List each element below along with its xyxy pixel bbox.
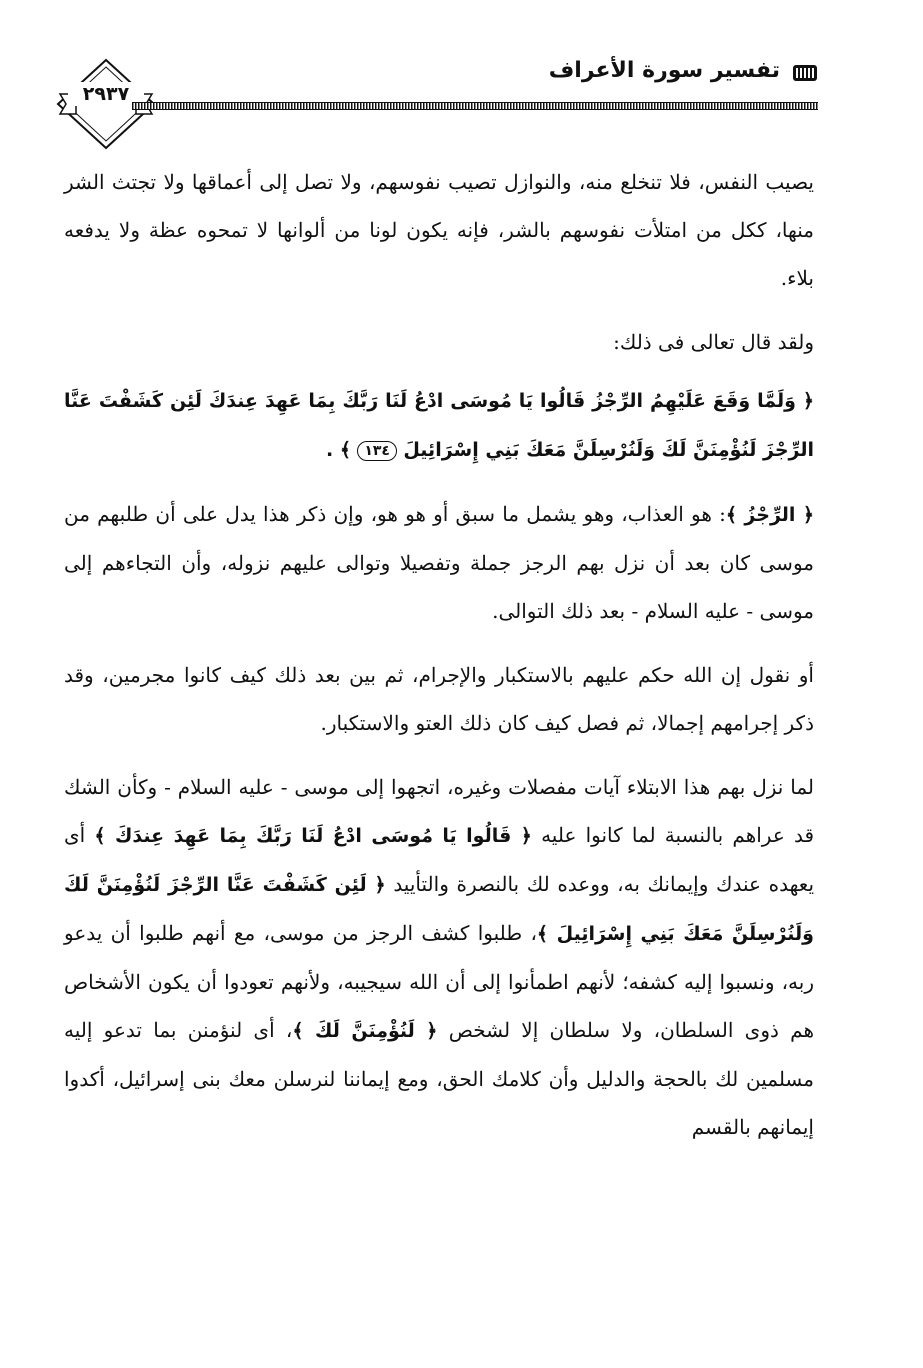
paragraph-musa-text-2: أى يعهده عندك وإيمانك به، ووعده لك بالنصرة والتأييد — [64, 823, 815, 896]
book-ornament-icon — [792, 62, 818, 84]
page-number: ٢٩٣٧ — [68, 82, 144, 106]
term-rijz: ﴿ الرِّجْزُ ﴾ — [725, 504, 814, 526]
verse-close: ﴾ . — [326, 439, 351, 461]
paragraph-istikbar: أو نقول إن الله حكم عليهم بالاستكبار والإجرام، ثم بين بعد ذلك كيف كانوا مجرمين، وقد ذكر إجرامهم إجمالا، ثم فصل كيف كان ذلك العتو والاستكبار. — [64, 663, 814, 735]
paragraph-rijz-text: : هو العذاب، وهو يشمل ما سبق أو هو هو، وإن ذكر هذا يدل على أن طلبهم من موسى كان بعد أن نزل بهم الرجز جملة وتفصيلا وتوالى عليهم نزوله، وأن التجاءهم إلى موسى - عليه السلام - بعد ذلك التوالى. — [64, 502, 814, 623]
page-header — [40, 40, 840, 150]
header-rule — [132, 102, 818, 110]
page-body — [64, 158, 814, 1167]
paragraph-musa — [64, 763, 814, 1151]
paragraph-intro: يصيب النفس، فلا تنخلع منه، والنوازل تصيب نفوسهم، ولا تصل إلى أعماقها ولا تجتث الشر منها، ككل من امتلأت نفوسهم بالشر، فإنه يكون لونا من ألوانها لا تمحوه عظة ولا يدفعه بلاء. — [64, 170, 814, 290]
verse-quote-1: ﴿ قَالُوا يَا مُوسَى ادْعُ لَنَا رَبَّكَ بِمَا عَهِدَ عِندَكَ ﴾ — [94, 825, 532, 847]
paragraph-verse-intro: ولقد قال تعالى فى ذلك: — [613, 330, 814, 354]
quran-verse: ﴿ وَلَمَّا وَقَعَ عَلَيْهِمُ الرِّجْزُ قَالُوا يَا مُوسَى ادْعُ لَنَا رَبَّكَ بِمَا عَهِدَ عِندَكَ لَئِن كَشَفْتَ عَنَّا الرِّجْزَ لَنُؤْمِنَنَّ لَكَ وَلَنُرْسِلَنَّ مَعَكَ بَنِي إِسْرَائِيلَ — [64, 390, 814, 461]
paragraph-musa-text-4: ، أى لنؤمنن بما تدعو إليه مسلمين لك بالحجة والدليل وأن كلامك الحق، ومع إيماننا لنرسلن معك بنى إسرائيل، أكدوا إيمانهم بالقسم — [64, 1018, 814, 1139]
paragraph-musa-text-3: ، طلبوا كشف الرجز من موسى، مع أنهم طلبوا أن يدعو ربه، ونسبوا إليه كشفه؛ لأنهم اطمأنوا إلى أن الله سيجيبه، ولأنهم تعودوا أن يكون الأشخاص هم ذوى السلطان، ولا سلطان إلا لشخص — [64, 921, 815, 1042]
running-title: تفسير سورة الأعراف — [548, 58, 780, 83]
paragraph-verse — [64, 376, 814, 474]
verse-number: ١٣٤ — [357, 441, 397, 461]
paragraph-rijz — [64, 490, 814, 635]
verse-quote-3: ﴿ لَنُؤْمِنَنَّ لَكَ ﴾ — [292, 1020, 438, 1042]
verse-quote-2: ﴿ لَئِن كَشَفْتَ عَنَّا الرِّجْزَ لَنُؤْمِنَنَّ لَكَ وَلَنُرْسِلَنَّ مَعَكَ بَنِي إِسْرَائِيلَ ﴾ — [64, 874, 814, 945]
paragraph-musa-text-1: لما نزل بهم هذا الابتلاء آيات مفصلات وغيره، اتجهوا إلى موسى - عليه السلام - وكأن الشك قد عراهم بالنسبة لما كانوا عليه — [64, 775, 815, 847]
